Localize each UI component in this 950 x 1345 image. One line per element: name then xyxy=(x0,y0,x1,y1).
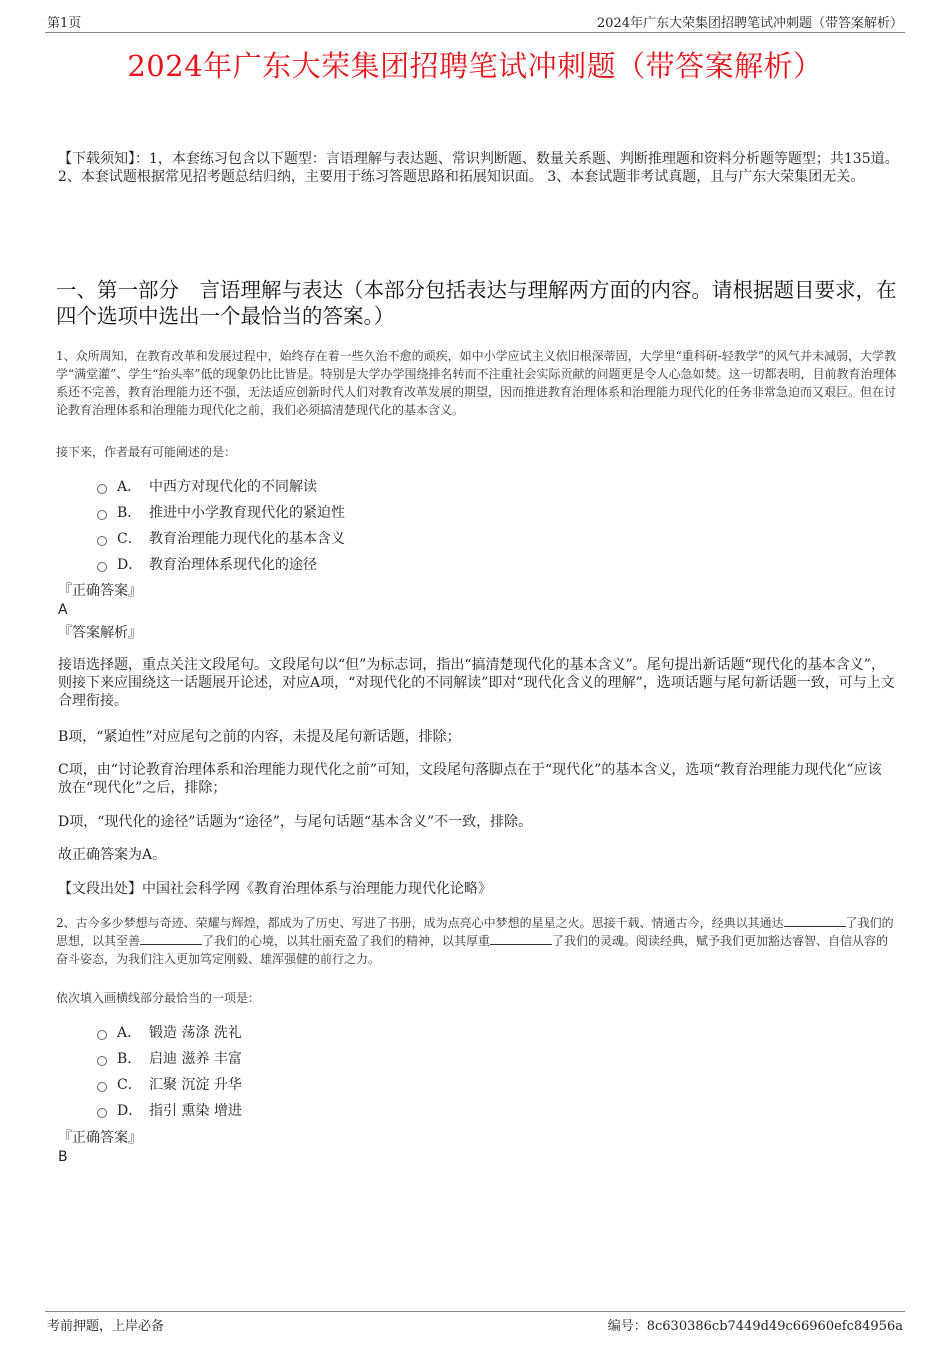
fill-blank xyxy=(140,932,202,945)
radio-icon[interactable] xyxy=(97,1030,107,1040)
question-2-option-b[interactable] xyxy=(97,1050,242,1068)
question-1-analysis-label: 『答案解析』 xyxy=(58,625,142,641)
question-2-answer-label: 『正确答案』 xyxy=(58,1130,142,1146)
option-letter: A． xyxy=(117,479,142,495)
question-2-option-c[interactable] xyxy=(97,1076,242,1094)
radio-icon[interactable] xyxy=(97,510,107,520)
question-2-option-a[interactable] xyxy=(97,1024,242,1042)
footer-slogan: 考前押题，上岸必备 xyxy=(47,1319,165,1334)
question-1-analysis-paragraph: C项，由“讨论教育治理体系和治理能力现代化之前”可知，文段尾句落脚点在于“现代化”的基本含义，选项“教育治理能力现代化”应该放在“现代化”之后，排除； xyxy=(58,762,882,796)
option-text: 教育治理能力现代化的基本含义 xyxy=(149,531,345,547)
question-1-option-b[interactable] xyxy=(97,504,345,522)
question-1-prompt: 接下来，作者最有可能阐述的是： xyxy=(56,445,237,459)
question-1-option-c[interactable] xyxy=(97,530,345,548)
section-heading: 一、第一部分 言语理解与表达（本部分包括表达与理解两方面的内容。请根据题目要求，在四个选项中选出一个最恰当的答案。） xyxy=(56,278,897,328)
question-1-option-d[interactable] xyxy=(97,556,317,574)
radio-icon[interactable] xyxy=(97,1056,107,1066)
document-title: 2024年广东大荣集团招聘笔试冲刺题（带答案解析） xyxy=(127,49,823,83)
option-letter: D． xyxy=(117,1103,143,1119)
header-divider xyxy=(45,32,905,33)
option-text: 教育治理体系现代化的途径 xyxy=(149,557,317,573)
fill-blank xyxy=(784,914,846,927)
option-text: 启迪 滋养 丰富 xyxy=(149,1051,242,1067)
option-text: 推进中小学教育现代化的紧迫性 xyxy=(149,505,345,521)
radio-icon[interactable] xyxy=(97,562,107,572)
radio-icon[interactable] xyxy=(97,1108,107,1118)
question-1-source: 【文段出处】中国社会科学网《教育治理体系与治理能力现代化论略》 xyxy=(58,881,492,897)
radio-icon[interactable] xyxy=(97,536,107,546)
fill-blank xyxy=(490,932,552,945)
question-1-answer-label: 『正确答案』 xyxy=(58,583,142,599)
option-letter: B． xyxy=(117,505,142,521)
question-2-answer: B xyxy=(58,1149,68,1165)
footer-divider xyxy=(45,1311,905,1312)
option-text: 指引 熏染 增进 xyxy=(149,1103,242,1119)
option-letter: D． xyxy=(117,557,143,573)
question-2-prompt: 依次填入画横线部分最恰当的一项是： xyxy=(56,991,261,1005)
radio-icon[interactable] xyxy=(97,484,107,494)
question-1-analysis-conclusion: 故正确答案为A。 xyxy=(58,847,167,863)
question-1-analysis-paragraph: 接语选择题，重点关注文段尾句。文段尾句以“但”为标志词，指出“搞清楚现代化的基本含义”。尾句提出新话题“现代化的基本含义”，则接下来应围绕这一话题展开论述，对应A项，“对现代化的不同解读”即对“现代化含义的理解”，选项话题与尾句新话题一致，可与上文合理衔接。 xyxy=(58,657,895,709)
page-number: 第1页 xyxy=(47,16,82,31)
option-letter: C． xyxy=(117,1077,142,1093)
option-letter: C． xyxy=(117,531,142,547)
header-doc-title: 2024年广东大荣集团招聘笔试冲刺题（带答案解析） xyxy=(596,16,903,31)
footer-doc-id: 编号：8c630386cb7449d49c66960efc84956a xyxy=(607,1319,903,1334)
question-1-analysis-paragraph: B项，“紧迫性”对应尾句之前的内容，未提及尾句新话题，排除； xyxy=(58,729,461,745)
radio-icon[interactable] xyxy=(97,1082,107,1092)
option-text: 锻造 荡涤 洗礼 xyxy=(149,1025,242,1041)
question-2-stem: 2、古今多少梦想与奇迹、荣耀与辉煌，都成为了历史、写进了书册，成为点亮心中梦想的星星之火。思接千载、情通古今，经典以其通达 了我们的思想，以其至善 了我们的心境，以其壮丽充盈了我们的精神，以其厚重 了我们的灵魂。阅读经典，赋予我们更加豁达睿智、自信从容的奋斗姿态，为我们注入更加笃定刚毅、雄浑强健的前行之力。 xyxy=(56,916,894,966)
question-1-option-a[interactable] xyxy=(97,478,317,496)
question-1-analysis-paragraph: D项，“现代化的途径”话题为“途径”，与尾句话题“基本含义”不一致，排除。 xyxy=(58,814,533,830)
question-1-stem: 1、众所周知，在教育改革和发展过程中，始终存在着一些久治不愈的顽疾，如中小学应试主义依旧根深蒂固，大学里“重科研-轻教学”的风气并未减弱，大学教学“满堂灌”、学生“抬头率”低的现象仍比比皆是。特别是大学办学围绕排名转而不注重社会实际贡献的问题更是令人心急如焚。这一切都表明，目前教育治理体系还不完善，教育治理能力还不强，无法适应创新时代人们对教育改革发展的期望，因而推进教育治理体系和治理能力现代化的任务非常急迫而又艰巨。但在讨论教育治理体系和治理能力现代化之前，我们必须搞清楚现代化的基本含义。 xyxy=(56,349,897,417)
option-letter: B． xyxy=(117,1051,142,1067)
download-notice: 【下载须知】：1，本套练习包含以下题型：言语理解与表达题、常识判断题、数量关系题、判断推理题和资料分析题等题型；共135道。 2、本套试题根据常见招考题总结归纳，主要用于练习答题思路和拓展知识面。 3、本套试题非考试真题，且与广东大荣集团无关。 xyxy=(58,151,899,185)
option-letter: A． xyxy=(117,1025,142,1041)
question-2-option-d[interactable] xyxy=(97,1102,242,1120)
question-1-answer: A xyxy=(58,602,68,618)
option-text: 汇聚 沉淀 升华 xyxy=(149,1077,242,1093)
option-text: 中西方对现代化的不同解读 xyxy=(149,479,317,495)
